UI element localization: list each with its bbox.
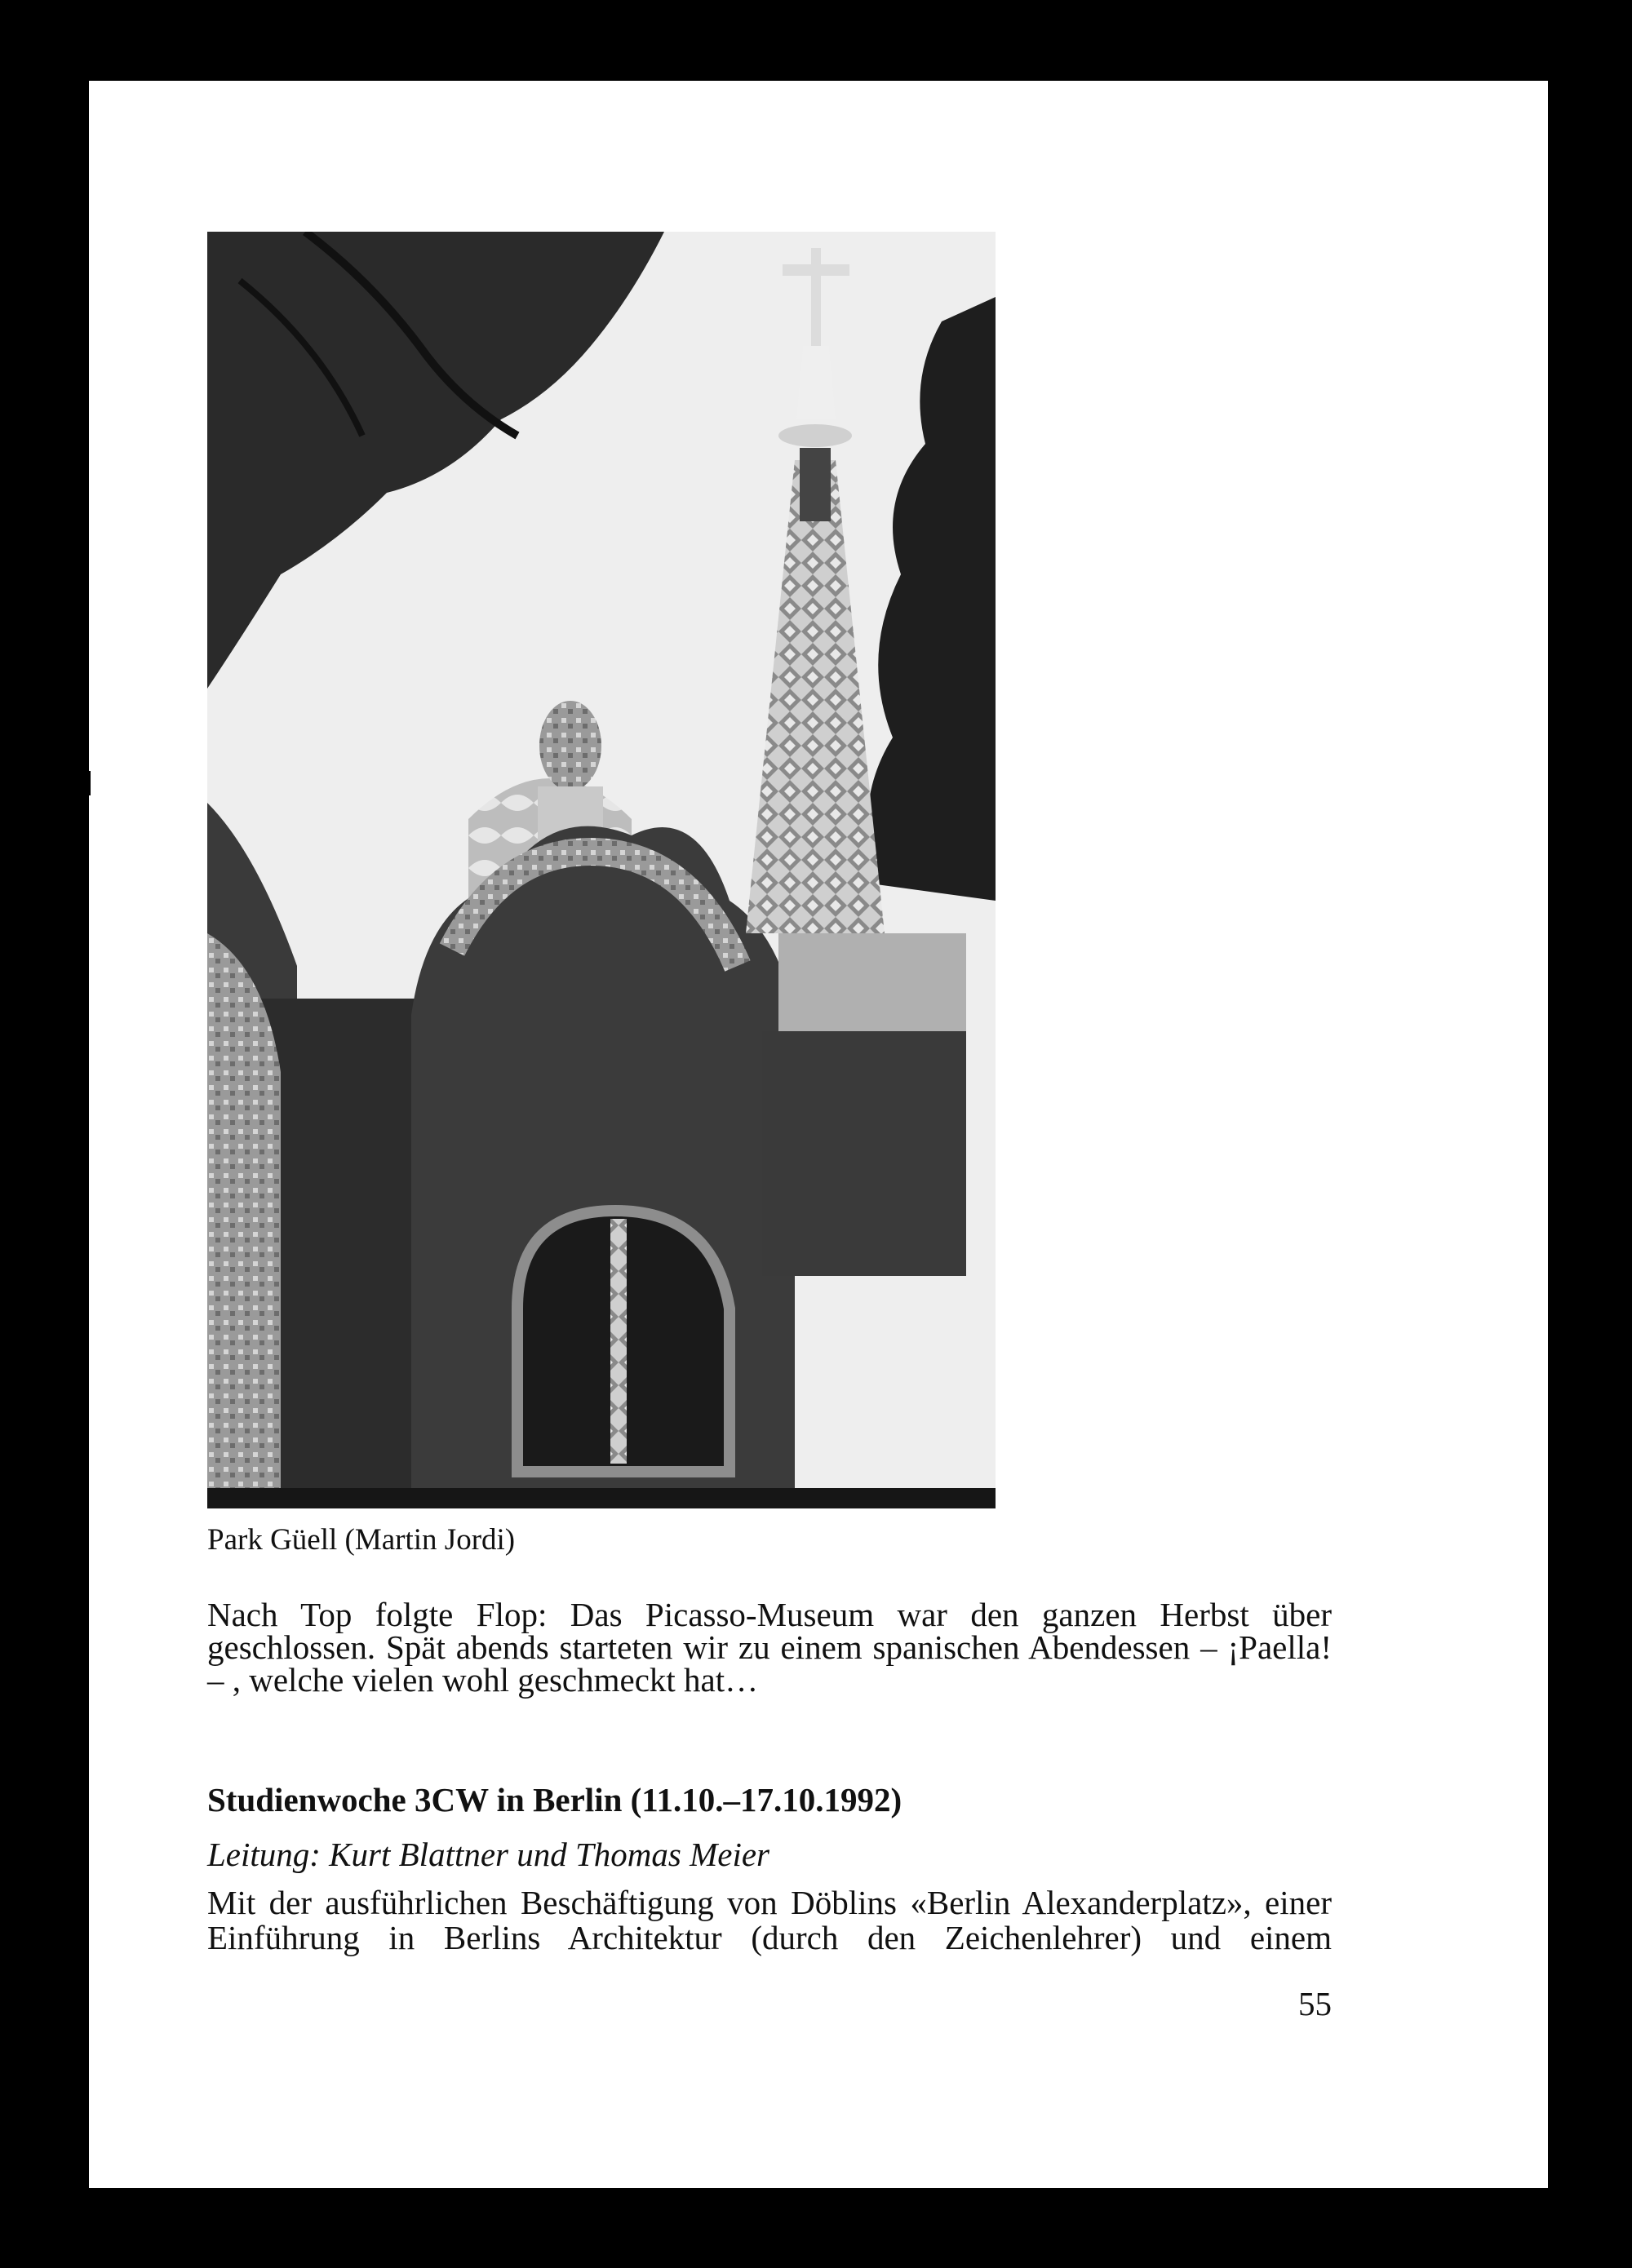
park-guell-photo	[207, 232, 996, 1508]
photo-illustration	[207, 232, 996, 1508]
scan-mark	[84, 1652, 89, 1668]
scan-mark	[84, 646, 89, 664]
section-heading: Studienwoche 3CW in Berlin (11.10.–17.10.1992)	[207, 1781, 902, 1818]
paragraph-picasso-museum: Nach Top folgte Flop: Das Picasso-Museum war den ganzen Herbst über geschlossen. Spät abends starteten wir zu einem spanischen Abendessen – ¡Paella! – , welche vielen wohl geschmeckt hat…	[207, 1596, 1332, 1699]
paragraph-berlin: Mit der ausführlichen Beschäftigung von Döblins «Berlin Alexanderplatz», einer Einführung in Berlins Architektur (durch den Zeichenlehrer) und einem	[207, 1884, 1332, 1956]
book-page	[89, 81, 1548, 2188]
photo-caption: Park Güell (Martin Jordi)	[207, 1523, 516, 1557]
page-number: 55	[1298, 1985, 1332, 2022]
scan-mark	[84, 771, 91, 795]
section-leitung: Leitung: Kurt Blattner und Thomas Meier	[207, 1836, 770, 1873]
scan-mark	[84, 1526, 89, 1542]
